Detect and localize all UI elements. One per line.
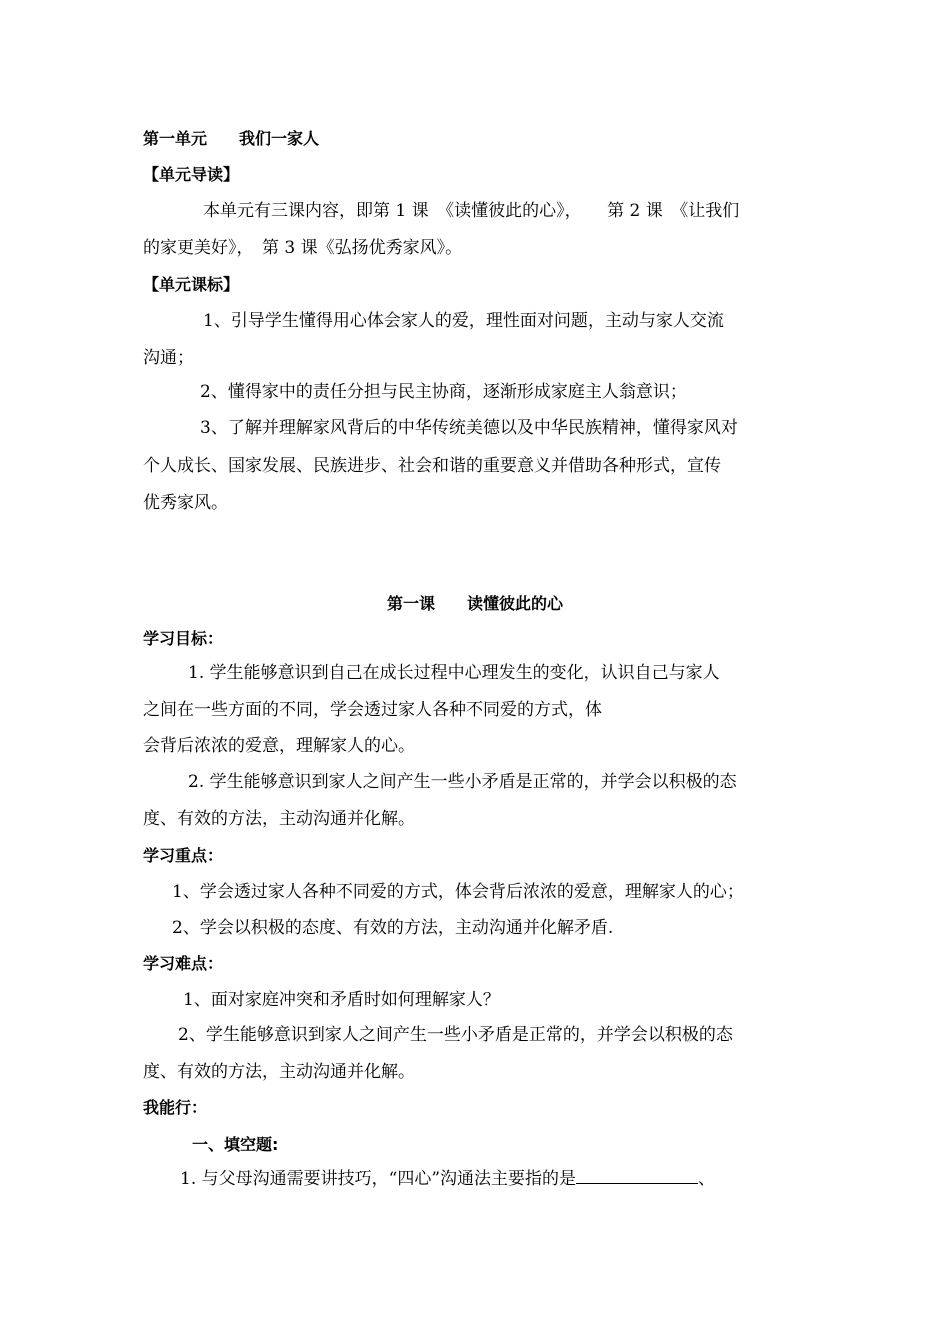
unit-standard3-line2: 个人成长、国家发展、民族进步、社会和谐的重要意义并借助各种形式，宣传 bbox=[143, 456, 721, 476]
lesson-goal1-line3: 会背后浓浓的爱意，理解家人的心。 bbox=[143, 736, 415, 756]
unit-guide-text-line1: 本单元有三课内容，即第 1 课 《读懂彼此的心》， 第 2 课 《让我们 bbox=[203, 201, 740, 221]
unit-standard1-line1: 1、引导学生懂得用心体会家人的爱，理性面对问题，主动与家人交流 bbox=[203, 311, 724, 331]
unit-title: 第一单元 我们一家人 bbox=[143, 129, 320, 148]
unit-standard2: 2、懂得家中的责任分担与民主协商，逐渐形成家庭主人翁意识； bbox=[200, 382, 687, 402]
unit-standards-heading: 【单元课标】 bbox=[143, 275, 240, 294]
lesson-can-do-heading: 我能行： bbox=[143, 1098, 208, 1117]
question-1-text: 1. 与父母沟通需要讲技巧，“四心”沟通法主要指的是 bbox=[180, 1169, 577, 1189]
lesson-difficult2-line1: 2、学生能够意识到家人之间产生一些小矛盾是正常的，并学会以积极的态 bbox=[178, 1025, 733, 1045]
lesson-goal1-line2: 之间在一些方面的不同，学会透过家人各种不同爱的方式，体 bbox=[143, 700, 602, 720]
unit-guide-heading: 【单元导读】 bbox=[143, 165, 240, 184]
lesson-difficult1: 1、面对家庭冲突和矛盾时如何理解家人？ bbox=[183, 990, 500, 1010]
question-1 bbox=[180, 1167, 715, 1190]
answer-blank[interactable] bbox=[576, 1167, 698, 1184]
lesson-goal2-line2: 度、有效的方法，主动沟通并化解。 bbox=[143, 809, 415, 829]
lesson-difficult2-line2: 度、有效的方法，主动沟通并化解。 bbox=[143, 1062, 415, 1082]
lesson-goal2-line1: 2. 学生能够意识到家人之间产生一些小矛盾是正常的，并学会以积极的态 bbox=[188, 772, 737, 792]
lesson-key-heading: 学习重点： bbox=[143, 846, 224, 865]
unit-standard1-line2: 沟通； bbox=[143, 348, 194, 368]
lesson-goal1-line1: 1. 学生能够意识到自己在成长过程中心理发生的变化，认识自己与家人 bbox=[188, 663, 720, 683]
lesson-key1: 1、学会透过家人各种不同爱的方式，体会背后浓浓的爱意，理解家人的心； bbox=[172, 882, 744, 902]
lesson-title: 第一课 读懂彼此的心 bbox=[386, 594, 563, 613]
lesson-goals-heading: 学习目标： bbox=[143, 629, 224, 648]
unit-standard3-line1: 3、了解并理解家风背后的中华传统美德以及中华民族精神，懂得家风对 bbox=[200, 418, 738, 438]
section-fill-blank-heading: 一、填空题: bbox=[192, 1135, 279, 1154]
lesson-difficult-heading: 学习难点： bbox=[143, 954, 224, 973]
lesson-key2: 2、学会以积极的态度、有效的方法，主动沟通并化解矛盾. bbox=[172, 918, 614, 938]
unit-guide-text-line2: 的家更美好》， 第 3 课《弘扬优秀家风》。 bbox=[143, 238, 463, 258]
unit-standard3-line3: 优秀家风。 bbox=[143, 493, 228, 513]
question-1-tail: 、 bbox=[698, 1169, 716, 1189]
